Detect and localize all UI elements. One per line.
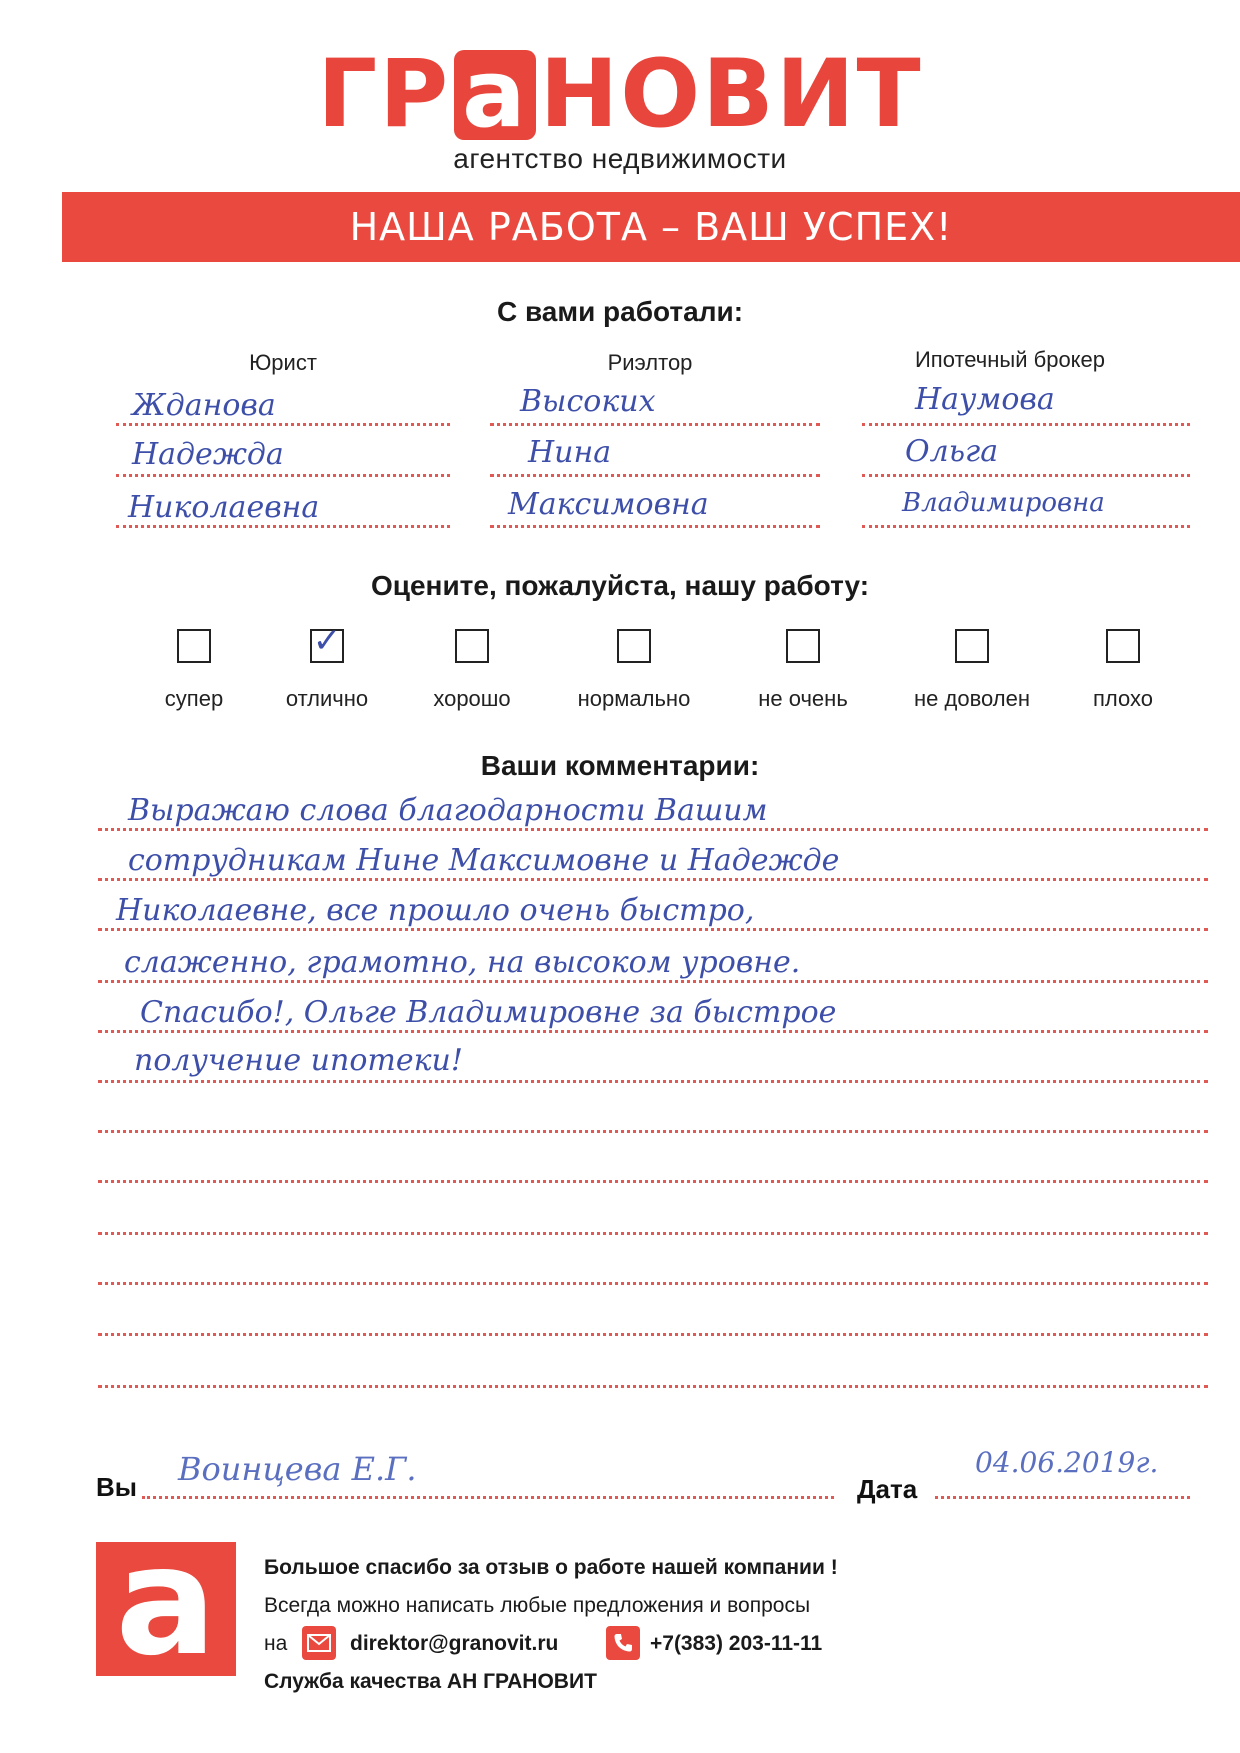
dotted-line: [935, 1496, 1190, 1499]
broker-surname: Наумова: [915, 382, 1055, 417]
date-label: Дата: [857, 1474, 918, 1504]
comment-line: слаженно, грамотно, на высоком уровне.: [124, 945, 801, 980]
comment-line: получение ипотеки!: [134, 1043, 463, 1078]
rating-checkbox-unsatisfied[interactable]: [955, 629, 989, 663]
lawyer-patronymic: Николаевна: [128, 490, 320, 525]
realtor-patronymic: Максимовна: [508, 487, 709, 522]
rating-label-bad: плохо: [1093, 686, 1153, 711]
footer-prefix: на: [264, 1632, 288, 1655]
rating-label-excellent: отлично: [285, 686, 369, 711]
footer-logo-icon: [96, 1515, 236, 1689]
check-mark-icon: ✓: [312, 621, 342, 661]
phone-icon: [606, 1626, 640, 1660]
logo-text-left: ГР: [317, 40, 451, 149]
comment-line: Николаевне, все прошло очень быстро,: [116, 893, 755, 928]
dotted-line: [116, 474, 450, 477]
footer-thanks: Большое спасибо за отзыв о работе нашей компании !: [264, 1556, 838, 1579]
slogan-banner: [62, 192, 1240, 262]
phone-icon-graphic: [612, 1632, 634, 1654]
staff-section-title: С вами работали:: [496, 296, 744, 327]
rating-checkbox-not-very[interactable]: [786, 629, 820, 663]
logo-text-right: НОВИТ: [539, 40, 923, 149]
rating-label-good: хорошо: [433, 686, 511, 711]
realtor-surname: Высоких: [520, 384, 656, 419]
comment-line: Выражаю слова благодарности Вашим: [128, 793, 768, 828]
rating-label-unsatisfied: не доволен: [914, 686, 1030, 711]
dotted-line: [98, 1030, 1208, 1033]
mail-icon: [302, 1626, 336, 1660]
dotted-line: [98, 1080, 1208, 1083]
rating-section-title: Оцените, пожалуйста, нашу работу:: [370, 570, 870, 601]
rating-label-not-very: не очень: [758, 686, 848, 711]
brand-subtitle: агентство недвижимости: [453, 143, 787, 174]
broker-patronymic: Владимировна: [902, 488, 1105, 518]
dotted-line: [98, 878, 1208, 881]
role-realtor: Риэлтор: [607, 350, 693, 375]
dotted-line: [98, 928, 1208, 931]
footer-email-link[interactable]: direktor@granovit.ru: [350, 1632, 559, 1655]
you-value: Воинцева Е.Г.: [178, 1450, 417, 1488]
rating-checkbox-super[interactable]: [177, 629, 211, 663]
lawyer-name: Надежда: [132, 437, 284, 472]
you-label: Вы: [96, 1472, 137, 1502]
footer-invite: Всегда можно написать любые предложения и вопросы: [264, 1594, 811, 1617]
dotted-line: [98, 1232, 1208, 1235]
dotted-line: [116, 525, 450, 528]
dotted-line: [142, 1496, 834, 1499]
dotted-line: [116, 423, 450, 426]
dotted-line: [862, 474, 1190, 477]
footer-logo-letter: а: [115, 1515, 217, 1689]
dotted-line: [98, 1385, 1208, 1388]
realtor-name: Нина: [528, 435, 612, 470]
comment-line: Спасибо!, Ольге Владимировне за быстрое: [140, 995, 837, 1030]
dotted-line: [862, 525, 1190, 528]
broker-name: Ольга: [905, 434, 999, 469]
comments-section-title: Ваши комментарии:: [480, 750, 760, 781]
dotted-line: [98, 1282, 1208, 1285]
dotted-line: [490, 525, 820, 528]
role-lawyer: Юрист: [249, 350, 317, 375]
dotted-line: [98, 980, 1208, 983]
footer-quality-service: Служба качества АН ГРАНОВИТ: [264, 1670, 597, 1693]
dotted-line: [98, 1333, 1208, 1336]
rating-checkbox-good[interactable]: [455, 629, 489, 663]
brand-logo: [0, 40, 1240, 149]
rating-label-normal: нормально: [577, 686, 691, 711]
dotted-line: [490, 474, 820, 477]
dotted-line: [98, 828, 1208, 831]
rating-checkbox-excellent[interactable]: [310, 621, 344, 663]
dotted-line: [862, 423, 1190, 426]
role-mortgage-broker: Ипотечный брокер: [914, 347, 1106, 372]
mail-icon-graphic: [307, 1634, 331, 1652]
dotted-line: [98, 1130, 1208, 1133]
comment-line: сотрудникам Нине Максимовне и Надежде: [128, 843, 840, 878]
rating-label-super: супер: [164, 686, 224, 711]
dotted-line: [98, 1180, 1208, 1183]
slogan-text: НАША РАБОТА – ВАШ УСПЕХ!: [349, 205, 953, 249]
date-value: 04.06.2019г.: [975, 1446, 1159, 1479]
rating-checkbox-normal[interactable]: [617, 629, 651, 663]
rating-checkbox-bad[interactable]: [1106, 629, 1140, 663]
logo-box-letter: а: [454, 50, 535, 140]
dotted-line: [490, 423, 820, 426]
lawyer-surname: Жданова: [132, 388, 276, 423]
footer-phone-link[interactable]: +7(383) 203-11-11: [650, 1632, 823, 1655]
